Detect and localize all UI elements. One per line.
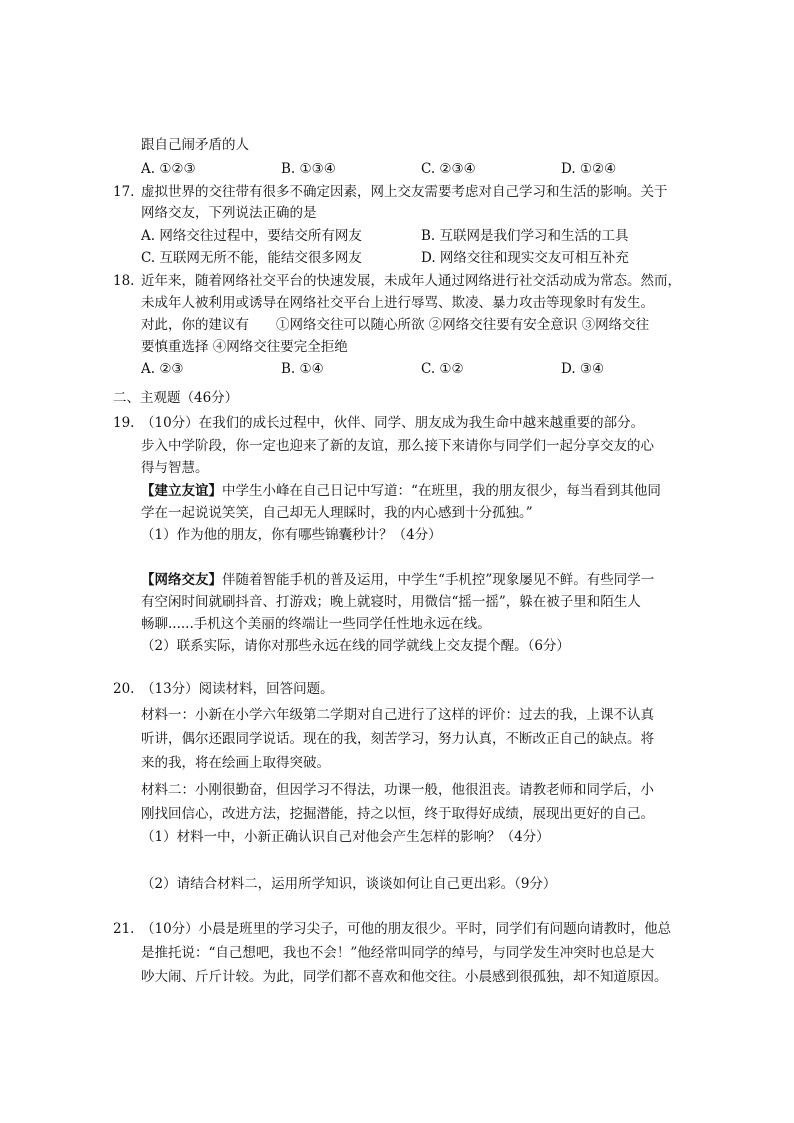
q18-option-a: A. ②③	[141, 361, 184, 377]
q18-stem-line: 未成年人被利用或诱导在网络社交平台上进行辱骂、欺凌、暴力攻击等现象时有发生。	[141, 295, 654, 311]
q19-part2-line: 畅聊......手机这个美丽的终端让一些同学任性地永远在线。	[141, 616, 491, 632]
q19-line: 得与智慧。	[141, 460, 209, 476]
q19-part2-tag: 【网络交友】	[141, 572, 222, 588]
q19-number: 19.	[113, 415, 135, 431]
q18-stem-line: 近年来，随着网络社交平台的快速发展，未成年人通过网络进行社交活动成为常态。然而，	[141, 273, 681, 289]
q16-option-c: C. ②③④	[421, 161, 476, 177]
q20-sub1: （1）材料一中，小新正确认识自己对他会产生怎样的影响？（4分）	[141, 829, 550, 845]
q17-option-b: B. 互联网是我们学习和生活的工具	[421, 228, 629, 244]
q19-sub1: （1）作为他的朋友，你有哪些锦囊秒计？（4分）	[141, 527, 442, 543]
q19-part2-text: 伴随着智能手机的普及运用，中学生“手机控”现象屡见不鲜。有些同学一	[222, 572, 655, 588]
q17-option-d: D. 网络交往和现实交友可相互补充	[421, 250, 629, 266]
q18-option-d: D. ③④	[561, 361, 605, 377]
q19-part2-line: 有空闲时间就刷抖音、打游戏；晚上就寝时，用微信“摇一摇”，躲在被子里和陌生人	[141, 594, 641, 610]
q16-stem-tail: 跟自己闹矛盾的人	[141, 137, 249, 153]
q20-material1-line: 材料一：小新在小学六年级第二学期对自己进行了这样的评价：过去的我，上课不认真	[141, 707, 654, 723]
q18-option-b: B. ①④	[281, 361, 324, 377]
q19-part1-tag: 【建立友谊】	[141, 483, 222, 499]
q18-number: 18.	[113, 273, 135, 289]
q18-stem-line: 对此，你的建议有 ①网络交往可以随心所欲 ②网络交往要有安全意识 ③网络交往	[141, 317, 650, 333]
q20-number: 20.	[113, 681, 135, 697]
q16-option-a: A. ①②③	[141, 161, 196, 177]
q20-material2-line: 刚找回信心，改进方法，挖掘潜能，持之以恒，终于取得好成绩，展现出更好的自己。	[141, 806, 654, 822]
q19-line: 步入中学阶段，你一定也迎来了新的友谊，那么接下来请你与同学们一起分享交友的心	[141, 438, 654, 454]
section-heading: 二、主观题（46分）	[113, 390, 239, 406]
q16-option-b: B. ①③④	[281, 161, 336, 177]
q18-stem-line: 要慎重选择 ④网络交往要完全拒绝	[141, 339, 348, 355]
q21-line: 是推托说：“自己想吧，我也不会！”他经常叫同学的绰号，与同学发生冲突时也总是大	[141, 945, 655, 961]
q19-part2-line	[141, 571, 654, 589]
q21-line: 吵大闹、斤斤计较。为此，同学们都不喜欢和他交往。小晨感到很孤独，却不知道原因。	[141, 969, 668, 985]
q19-part1-line	[141, 482, 661, 500]
q17-stem-line: 虚拟世界的交往带有很多不确定因素，网上交友需要考虑对自己学习和生活的影响。关于	[141, 184, 668, 200]
q20-sub2: （2）请结合材料二，运用所学知识，谈谈如何让自己更出彩。（9分）	[141, 876, 557, 892]
q17-option-a: A. 网络交往过程中，要结交所有网友	[141, 228, 362, 244]
q21-number: 21.	[113, 921, 135, 937]
q19-line: （10分）在我们的成长过程中，伙伴、同学、朋友成为我生命中越来越重要的部分。	[141, 415, 645, 431]
q19-sub2: （2）联系实际，请你对那些永远在线的同学就线上交友提个醒。（6分）	[141, 638, 570, 654]
q20-material1-line: 听讲，偶尔还跟同学说话。现在的我，刻苦学习，努力认真，不断改正自己的缺点。将	[141, 731, 654, 747]
q18-option-c: C. ①②	[421, 361, 464, 377]
q20-material2-line: 材料二：小刚很勤奋，但因学习不得法，功课一般，他很沮丧。请教老师和同学后，小	[141, 782, 654, 798]
q19-part1-text: 中学生小峰在自己日记中写道：“在班里，我的朋友很少，每当看到其他同	[222, 483, 661, 499]
q16-option-d: D. ①②④	[561, 161, 617, 177]
q19-part1-line: 学在一起说说笑笑，自己却无人理睬时，我的内心感到十分孤独。”	[141, 505, 533, 521]
q17-option-c: C. 互联网无所不能，能结交很多网友	[141, 250, 362, 266]
q17-number: 17.	[113, 184, 135, 200]
q21-line: （10分）小晨是班里的学习尖子，可他的朋友很少。平时，同学们有问题向请教时，他总	[141, 921, 672, 937]
q17-stem-line: 网络交友，下列说法正确的是	[141, 205, 317, 221]
q20-material1-line: 来的我，将在绘画上取得突破。	[141, 755, 330, 771]
q20-intro: （13分）阅读材料，回答问题。	[141, 681, 334, 697]
